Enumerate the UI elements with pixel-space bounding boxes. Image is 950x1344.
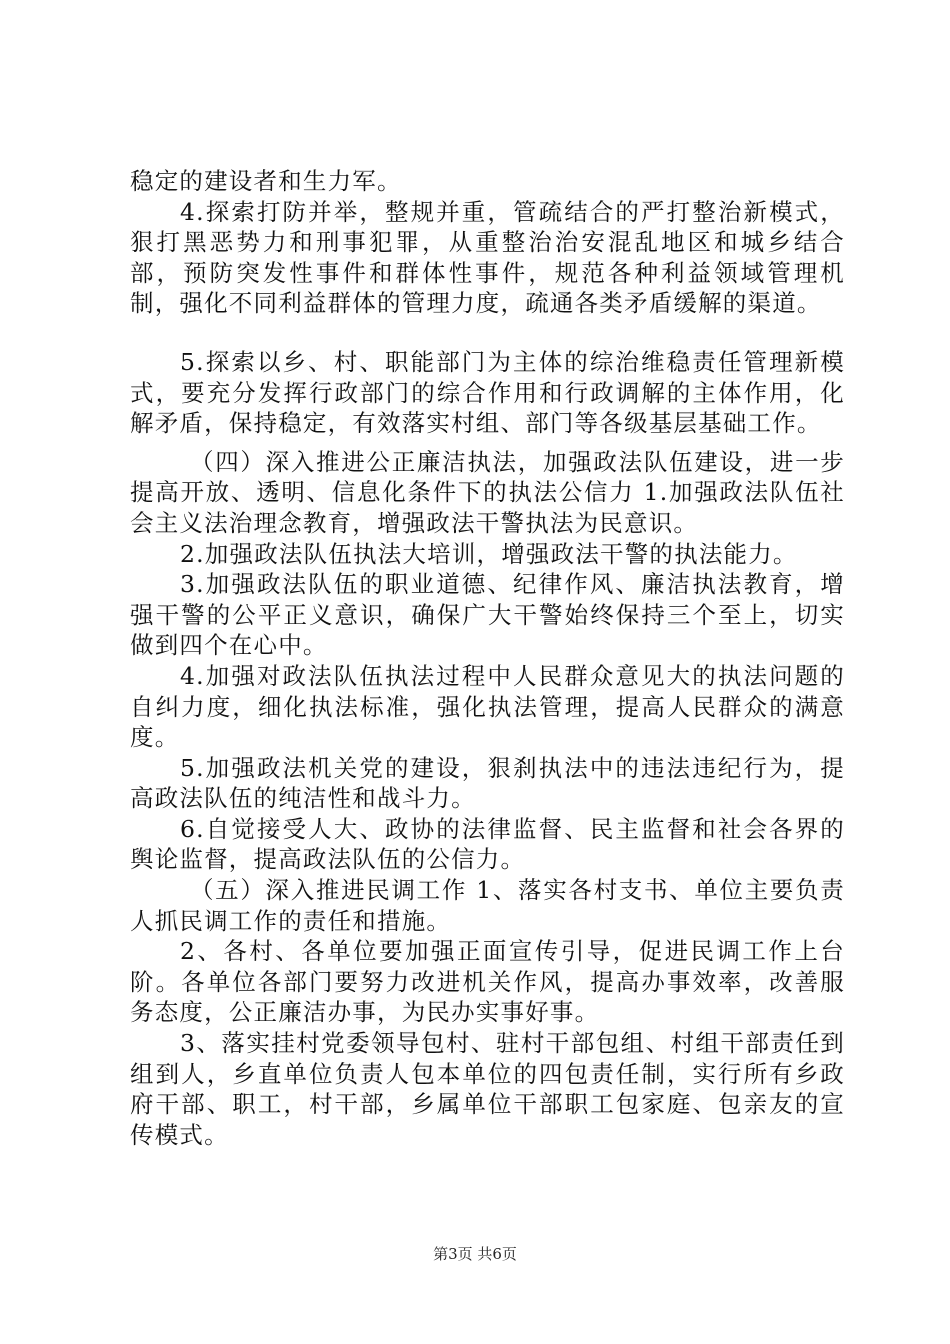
document-body (130, 166, 845, 1150)
paragraph-item-3-four-package: 3、落实挂村党委领导包村、驻村干部包组、村组干部责任到组到人，乡直单位负责人包本单位的四包责任制，实行所有乡政府干部、职工，村干部，乡属单位干部职工包家庭、包亲友的宣传模式。 (130, 1029, 845, 1149)
paragraph-item-5-party-building: 5.加强政法机关党的建设，狠刹执法中的违法违纪行为，提高政法队伍的纯洁性和战斗力。 (130, 753, 845, 813)
paragraph-section-four: （四）深入推进公正廉洁执法，加强政法队伍建设，进一步提高开放、透明、信息化条件下的执法公信力 1.加强政法队伍社会主义法治理念教育，增强政法干警执法为民意识。 (130, 447, 845, 537)
paragraph-item-5-responsibility-model: 5.探索以乡、村、职能部门为主体的综治维稳责任管理新模式，要充分发挥行政部门的综合作用和行政调解的主体作用，化解矛盾，保持稳定，有效落实村组、部门等各级基层基础工作。 (130, 347, 845, 438)
paragraph-section-five: （五）深入推进民调工作 1、落实各村支书、单位主要负责人抓民调工作的责任和措施。 (130, 876, 845, 935)
paragraph-item-6-supervision: 6.自觉接受人大、政协的法律监督、民主监督和社会各界的舆论监督，提高政法队伍的公信力。 (130, 814, 845, 874)
page-footer: 第3页 共6页 (433, 1245, 517, 1263)
paragraph-item-4-self-correction: 4.加强对政法队伍执法过程中人民群众意见大的执法问题的自纠力度，细化执法标准，强化执法管理，提高人民群众的满意度。 (130, 661, 845, 752)
paragraph-item-4-strike-model: 4.探索打防并举，整规并重，管疏结合的严打整治新模式，狠打黑恶势力和刑事犯罪，从重整治治安混乱地区和城乡结合部，预防突发性事件和群体性事件，规范各种利益领域管理机制，强化不同利益群体的管理力度，疏通各类矛盾缓解的渠道。 (130, 197, 845, 318)
paragraph-item-2-training: 2.加强政法队伍执法大培训，增强政法干警的执法能力。 (180, 539, 798, 568)
paragraph-continuation: 稳定的建设者和生力军。 (130, 167, 402, 195)
paragraph-item-3-ethics: 3.加强政法队伍的职业道德、纪律作风、廉洁执法教育，增强干警的公平正义意识，确保广大干警始终保持三个至上，切实做到四个在心中。 (130, 570, 845, 660)
paragraph-item-2-publicity: 2、各村、各单位要加强正面宣传引导，促进民调工作上台阶。各单位各部门要努力改进机关作风，提高办事效率，改善服务态度，公正廉洁办事，为民办实事好事。 (130, 937, 845, 1027)
